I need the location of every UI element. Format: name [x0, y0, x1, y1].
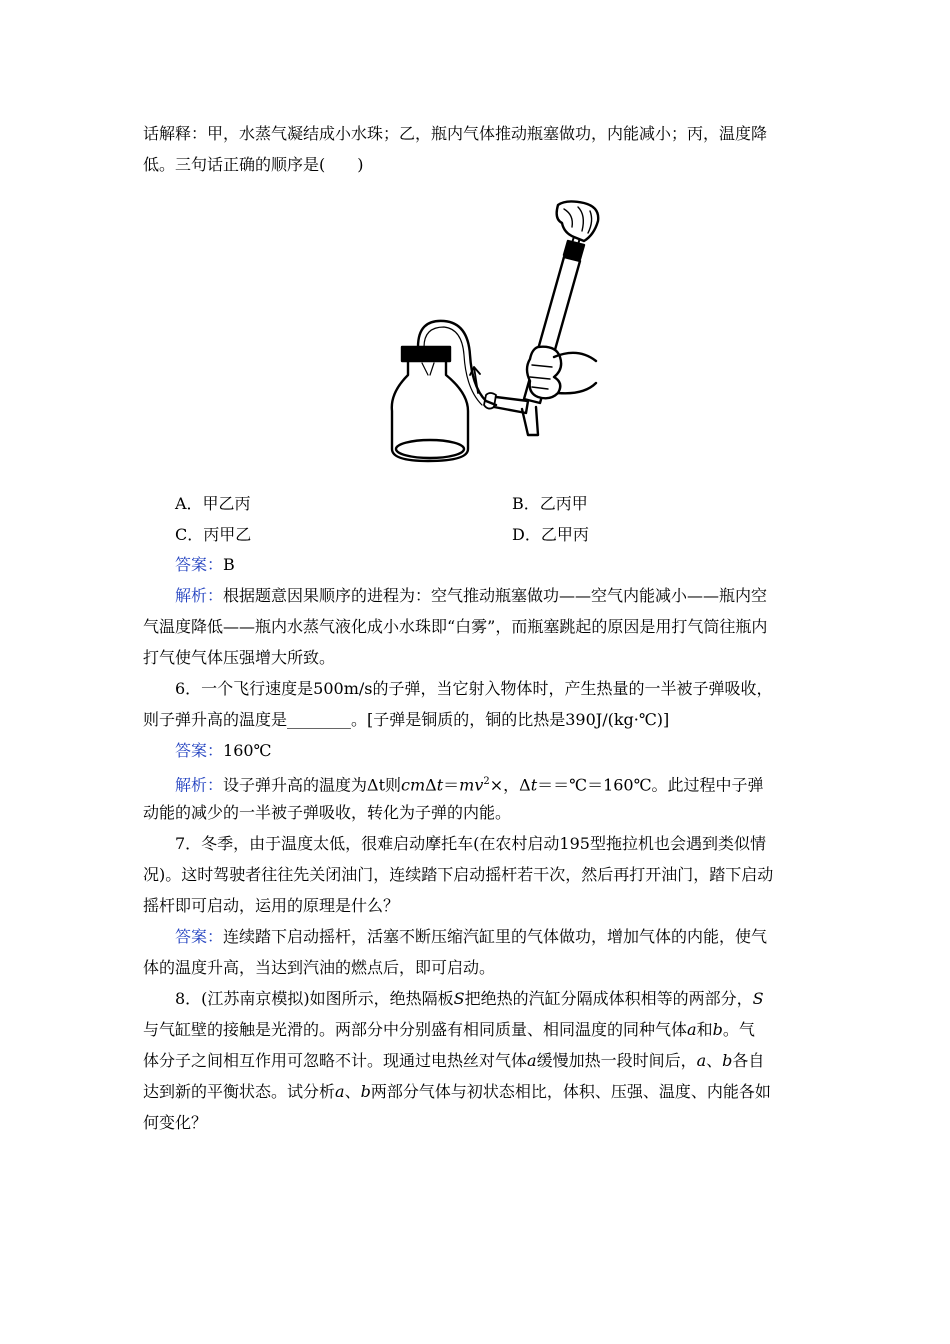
answer-value: 160℃	[223, 741, 272, 760]
q7-stem-line2: 况)。这时驾驶者往往先关闭油门，连续踏下启动摇杆若干次，然后再打开油门，踏下启动	[143, 865, 774, 884]
analysis-label: 解析：	[175, 586, 224, 605]
delta: Δ	[425, 775, 437, 795]
math-cm: cm	[401, 775, 426, 795]
text: 把绝热的汽缸分隔成体积相等的两部分，	[464, 989, 753, 1008]
bottle-pump-figure	[388, 197, 600, 469]
q7-answer-line2: 体的温度升高，当达到汽油的燃点后，即可启动。	[143, 958, 496, 977]
q6-stem-line1: 6．一个飞行速度是500m/s的子弹，当它射入物体时，产生热量的一半被子弹吸收，	[175, 679, 773, 698]
q5-answer	[175, 555, 855, 575]
text: 体分子之间相互作用可忽略不计。现通过电热丝对气体	[143, 1051, 528, 1070]
q6-stem-line2: 则子弹升高的温度是________。[子弹是铜质的，铜的比热是390J/(kg·℃)]	[143, 710, 670, 729]
q5-analysis-line1	[175, 586, 855, 606]
q5-analysis-line2: 气温度降低——瓶内水蒸气液化成小水珠即“白雾”，而瓶塞跳起的原因是用打气筒往瓶内	[143, 617, 768, 636]
superscript: 2	[483, 776, 490, 787]
q8-stem-line2	[143, 1020, 823, 1040]
q8-stem-line5: 何变化？	[143, 1113, 208, 1132]
text: 缓慢加热一段时间后，	[536, 1051, 697, 1070]
math-a: a	[335, 1082, 345, 1101]
answer-label: 答案：	[175, 555, 224, 574]
lower-hand	[527, 347, 596, 399]
math-s: S	[453, 989, 465, 1008]
analysis-text: ×，Δ	[489, 775, 531, 795]
math-a: a	[696, 1051, 707, 1070]
text: 和	[696, 1020, 713, 1039]
q5-option-b: B．乙丙甲	[512, 494, 588, 513]
math-b: b	[722, 1051, 733, 1070]
answer-label: 答案：	[175, 741, 224, 760]
text: 、	[344, 1082, 361, 1101]
answer-label: 答案：	[175, 927, 224, 946]
q8-stem-line3	[143, 1051, 823, 1071]
analysis-label: 解析：	[175, 775, 224, 795]
q5-option-a: A．甲乙丙	[175, 494, 251, 513]
text: 达到新的平衡状态。试分析	[143, 1082, 336, 1101]
math-a: a	[687, 1020, 697, 1039]
text: 两部分气体与初状态相比，体积、压强、温度、内能各如	[370, 1082, 771, 1101]
q5-stem-line1: 话解释：甲，水蒸气凝结成小水珠；乙，瓶内气体推动瓶塞做功，内能减小；丙，温度降	[143, 124, 768, 143]
equals: ＝	[443, 775, 460, 795]
q5-analysis-line3: 打气使气体压强增大所致。	[143, 648, 336, 667]
q6-answer	[175, 741, 855, 761]
math-t: t	[436, 775, 444, 795]
q5-option-d: D．乙甲丙	[512, 525, 589, 544]
math-t: t	[530, 775, 538, 795]
q6-analysis-line1	[175, 772, 855, 795]
q7-stem-line1: 7．冬季，由于温度太低，很难启动摩托车(在农村启动195型拖拉机也会遇到类似情	[175, 834, 766, 853]
text: 与气缸壁的接触是光滑的。两部分中分别盛有相同质量、相同温度的同种气体	[143, 1020, 688, 1039]
analysis-text: ＝＝℃＝160℃。此过程中子弹	[537, 775, 764, 795]
bottle	[392, 347, 468, 461]
q5-option-c: C．丙甲乙	[175, 525, 252, 544]
math-mv: mv	[459, 775, 484, 795]
text: 。气	[722, 1020, 755, 1039]
q6-analysis-line2: 动能的减少的一半被子弹吸收，转化为子弹的内能。	[143, 803, 512, 822]
q7-answer-line1	[175, 927, 855, 947]
text: 8．(江苏南京模拟)如图所示，绝热隔板	[175, 989, 454, 1008]
text: 各自	[732, 1051, 765, 1070]
answer-value: B	[223, 555, 235, 574]
analysis-text: 根据题意因果顺序的进程为：空气推动瓶塞做功——空气内能减小——瓶内空	[223, 586, 768, 605]
text: 、	[706, 1051, 723, 1070]
q7-stem-line3: 摇杆即可启动，运用的原理是什么？	[143, 896, 400, 915]
math-b: b	[360, 1082, 371, 1101]
answer-text: 连续踏下启动摇杆，活塞不断压缩汽缸里的气体做功，增加气体的内能，使气	[223, 927, 768, 946]
analysis-text: 设子弹升高的温度为Δt则	[223, 775, 402, 795]
q8-stem-line1	[175, 989, 855, 1009]
q5-stem-line2: 低。三句话正确的顺序是( )	[143, 155, 364, 174]
math-s: S	[752, 989, 764, 1008]
q8-stem-line4	[143, 1082, 823, 1102]
math-b: b	[712, 1020, 723, 1039]
math-a: a	[527, 1051, 537, 1070]
